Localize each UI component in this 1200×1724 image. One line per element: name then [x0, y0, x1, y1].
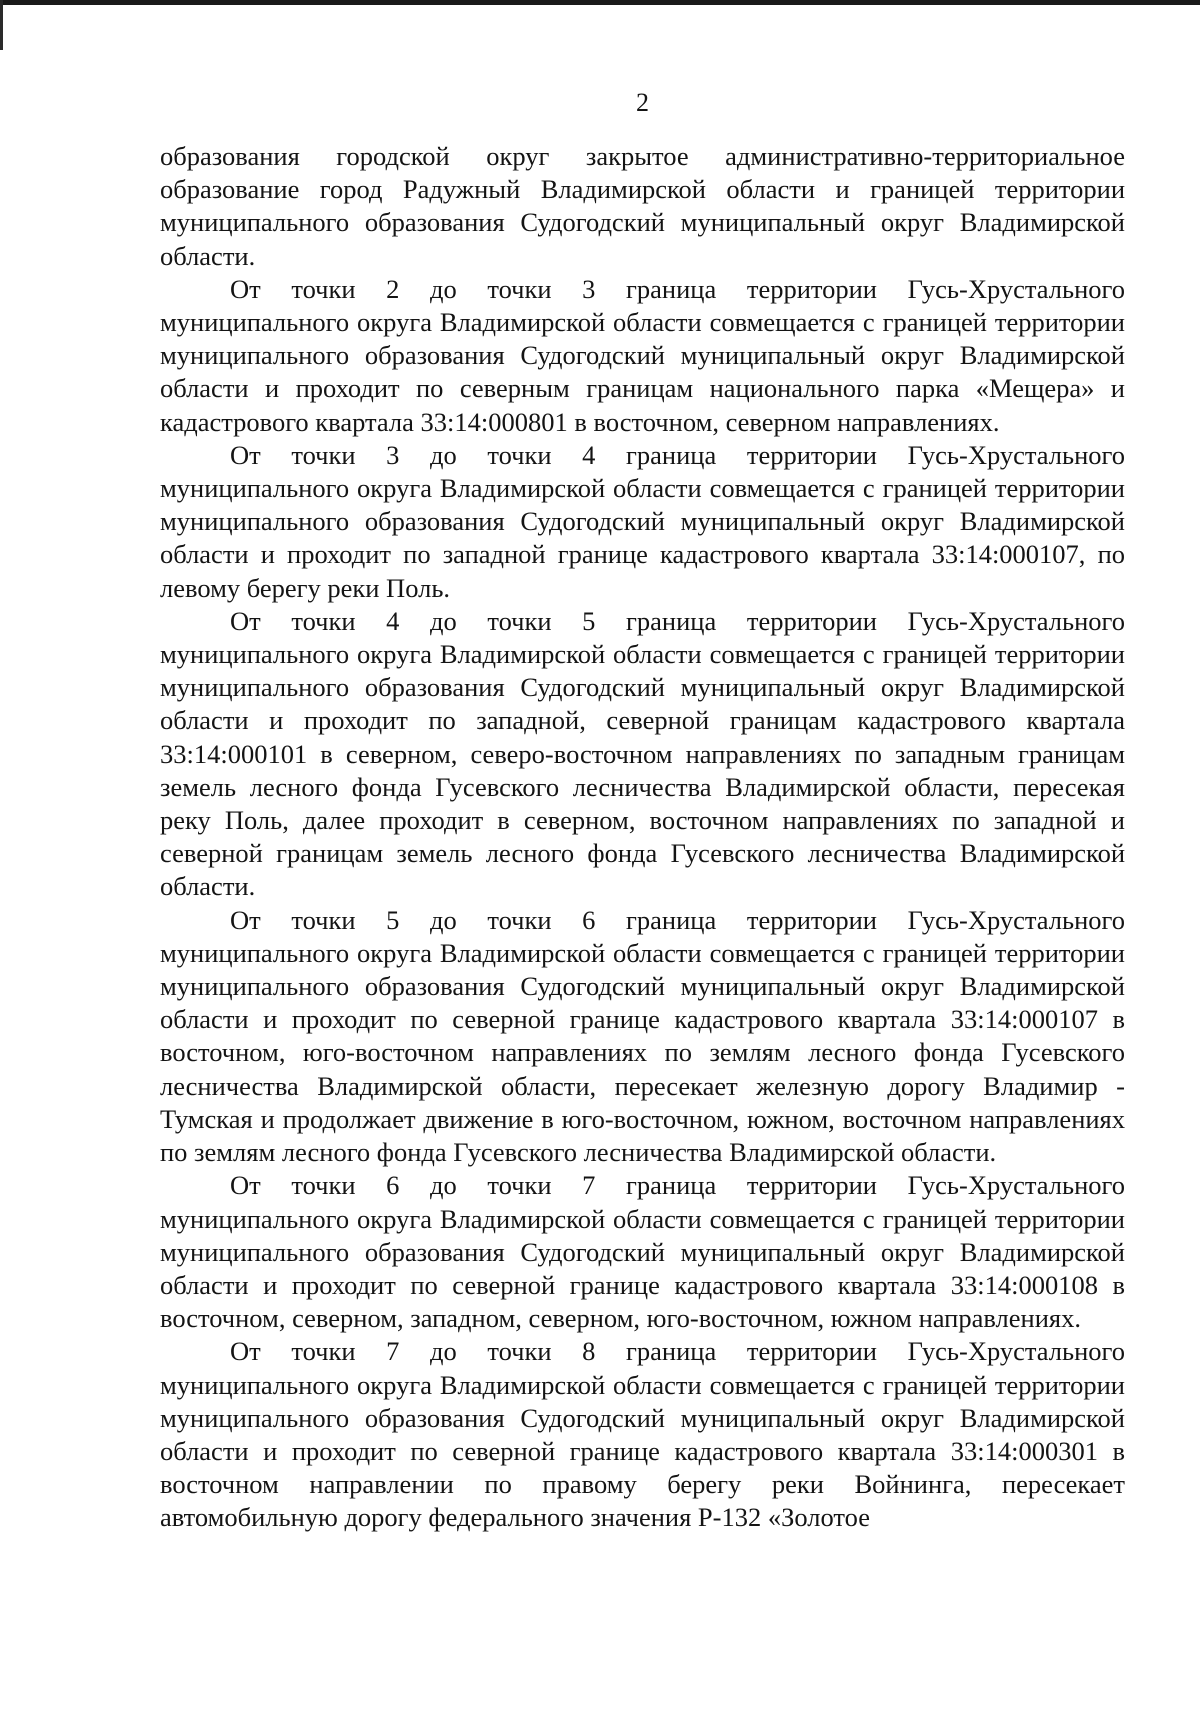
document-page	[160, 88, 1125, 1535]
paragraph-point-6-7: От точки 6 до точки 7 граница территории Гусь-Хрустального муниципального округа Владимирской области совмещается с границей территории муниципального образования Судогодский муниципальный округ Владимирской области и проходит по северной границе кадастрового квартала 33:14:000108 в восточном, северном, западном, северном, юго-восточном, южном направлениях.	[160, 1170, 1125, 1334]
paragraph-point-3-4: От точки 3 до точки 4 граница территории Гусь-Хрустального муниципального округа Владимирской области совмещается с границей территории муниципального образования Судогодский муниципальный округ Владимирской области и проходит по западной границе кадастрового квартала 33:14:000107, по левому берегу реки Поль.	[160, 439, 1125, 603]
scan-edge-left	[0, 0, 3, 50]
paragraph-continuation: образования городской округ закрытое административно-территориальное образование город Радужный Владимирской области и границей территории муниципального образования Судогодский муниципальный округ Владимирской области.	[160, 141, 1125, 271]
page-number: 2	[636, 88, 649, 117]
paragraph-point-7-8: От точки 7 до точки 8 граница территории Гусь-Хрустального муниципального округа Владимирской области совмещается с границей территории муниципального образования Судогодский муниципальный округ Владимирской области и проходит по северной границе кадастрового квартала 33:14:000301 в восточном направлении по правому берегу реки Войнинга, пересекает автомобильную дорогу федерального значения Р-132 «Золотое	[160, 1336, 1125, 1533]
scan-edge-top	[0, 0, 1200, 5]
paragraph-point-5-6: От точки 5 до точки 6 граница территории Гусь-Хрустального муниципального округа Владимирской области совмещается с границей территории муниципального образования Судогодский муниципальный округ Владимирской области и проходит по северной границе кадастрового квартала 33:14:000107 в восточном, юго-восточном направлениях по землям лесного фонда Гусевского лесничества Владимирской области, пересекает железную дорогу Владимир - Тумская и продолжает движение в юго-восточном, южном, восточном направлениях по землям лесного фонда Гусевского лесничества Владимирской области.	[160, 904, 1125, 1168]
paragraph-point-4-5: От точки 4 до точки 5 граница территории Гусь-Хрустального муниципального округа Владимирской области совмещается с границей территории муниципального образования Судогодский муниципальный округ Владимирской области и проходит по западной, северной границам кадастрового квартала 33:14:000101 в северном, северо-восточном направлениях по западным границам земель лесного фонда Гусевского лесничества Владимирской области, пересекая реку Поль, далее проходит в северном, восточном направлениях по западной и северной границам земель лесного фонда Гусевского лесничества Владимирской области.	[160, 605, 1125, 902]
paragraph-point-2-3: От точки 2 до точки 3 граница территории Гусь-Хрустального муниципального округа Владимирской области совмещается с границей территории муниципального образования Судогодский муниципальный округ Владимирской области и проходит по северным границам национального парка «Мещера» и кадастрового квартала 33:14:000801 в восточном, северном направлениях.	[160, 273, 1125, 437]
